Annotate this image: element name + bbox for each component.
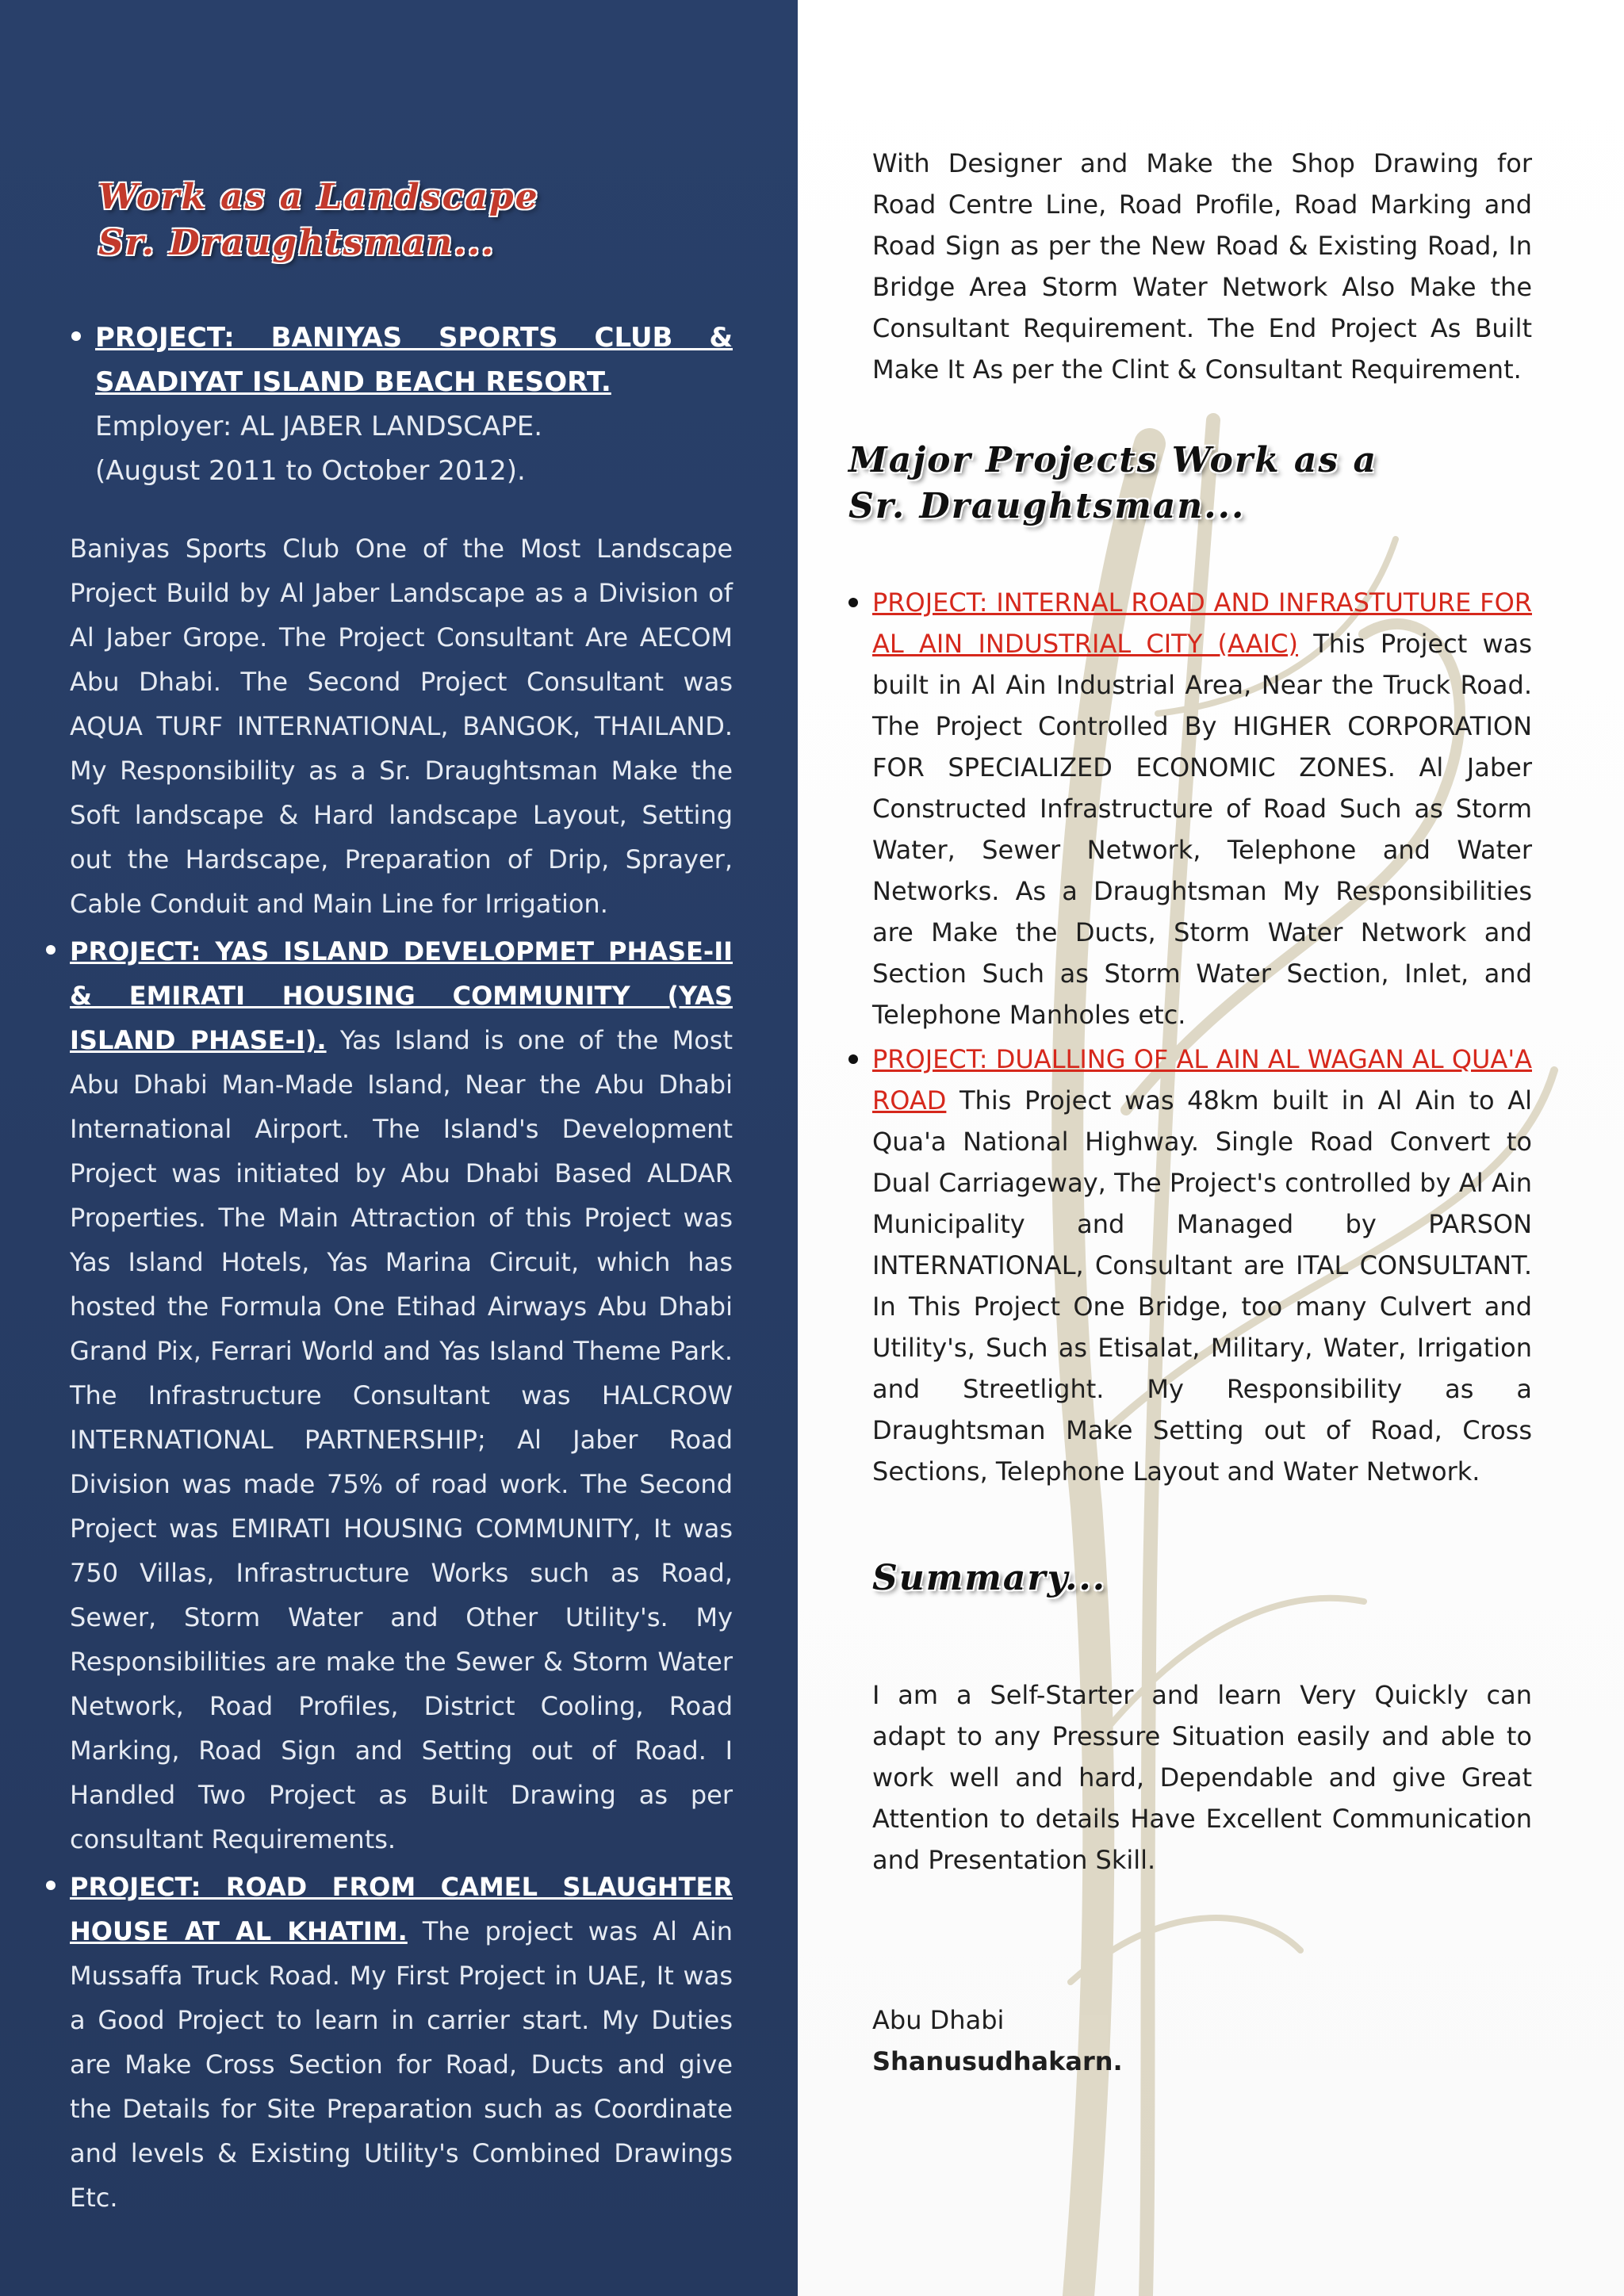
summary-heading: Summary... [872,1558,1107,1598]
landscape-heading-line1: Work as a Landscape [98,177,539,217]
road-intro-paragraph: With Designer and Make the Shop Drawing for Road Centre Line, Road Profile, Road Marking and Road Sign as per the New Road & Existing Road, In Bridge Area Storm Water Network Also Make the Consultant Requirement. The End Project As Built Make It As per the Clint & Consultant Requirement. [872,148,1532,385]
summary-paragraph: I am a Self-Starter and learn Very Quickly can adapt to any Pressure Situation easily and able to work well and hard, Dependable and give Great Attention to details Have Excellent Communication and Presentation Skill. [872,1680,1532,1875]
project-camel-road-title: PROJECT: ROAD FROM CAMEL SLAUGHTER HOUSE AT AL KHATIM. [70,1872,733,1946]
project-camel-road-description: The project was Al Ain Mussaffa Truck Road. My First Project in UAE, It was a Good Project to learn in carrier start. My Duties are Make Cross Section for Road, Ducts and give the Details for Site Preparation such as Coordinate and levels & Existing Utility's Combined Drawings Etc. [70,1916,733,2213]
project-baniyas-period: (August 2011 to October 2012). [95,455,526,487]
signature-name: Shanusudhakarn. [872,2046,1123,2076]
project-baniyas-title: PROJECT: BANIYAS SPORTS CLUB & SAADIYAT ISLAND BEACH RESORT. [95,322,733,398]
major-projects-heading [848,438,1532,530]
project-yas-island-description: Yas Island is one of the Most Abu Dhabi Man-Made Island, Near the Abu Dhabi International Airport. The Island's Development Project was initiated by Abu Dhabi Based ALDAR Properties. The Main Attraction of this Project was Yas Island Hotels, Yas Marina Circuit, which has hosted the Formula One Etihad Airways Abu Dhabi Grand Pix, Ferrari World and Yas Island Theme Park. The Infrastructure Consultant was HALCROW INTERNATIONAL PARTNERSHIP; Al Jaber Road Division was made 75% of road work. The Second Project was EMIRATI HOUSING COMMUNITY, It was 750 Villas, Infrastructure Works such as Road, Sewer, Storm Water and Other Utility's. My Responsibilities are make the Sewer & Storm Water Network, Road Profiles, District Cooling, Road Marking, Road Sign and Setting out of Road. I Handled Two Project as Built Drawing as per consultant Requirements. [70,1025,733,1854]
major-projects-heading-line1: Major Projects Work as a [848,440,1377,480]
bullet-icon [71,331,81,341]
project-aaic-description: This Project was built in Al Ain Industrial Area, Near the Truck Road. The Project Controlled By HIGHER CORPORATION FOR SPECIALIZED ECONOMIC ZONES. Al Jaber Constructed Infrastructure of Road Such as Storm Water, Sewer Network, Telephone and Water Networks. As a Draughtsman My Responsibilities are Make the Ducts, Storm Water Network and Section Such as Storm Water Section, Inlet, and Telephone Manholes etc. [872,629,1533,1030]
landscape-heading [98,174,733,266]
right-column [848,143,1533,2082]
project-baniyas-description: Baniyas Sports Club One of the Most Landscape Project Build by Al Jaber Landscape as a Division of Al Jaber Grope. The Project Consultant Are AECOM Abu Dhabi. The Second Project Consultant was AQUA TURF INTERNATIONAL, BANGOK, THAILAND. My Responsibility as a Sr. Draughtsman Make the Soft landscape & Hard landscape Layout, Setting out the Hardscape, Preparation of Drip, Sprayer, Cable Conduit and Main Line for Irrigation. [70,534,733,919]
project-aaic [872,582,1532,1035]
project-yas-island [70,929,733,1862]
project-aaic-title: PROJECT: INTERNAL ROAD AND INFRASTUTURE FOR AL AIN INDUSTRIAL CITY (AAIC) [872,587,1532,659]
project-dualling [872,1039,1532,1492]
project-baniyas-employer: Employer: AL JABER LANDSCAPE. [95,411,543,442]
project-yas-island-title: PROJECT: YAS ISLAND DEVELOPMET PHASE-II & EMIRATI HOUSING COMMUNITY (YAS ISLAND PHASE-I). [70,936,733,1055]
bullet-icon [848,1054,858,1064]
project-dualling-title: PROJECT: DUALLING OF AL AIN AL WAGAN AL QUA'A ROAD [872,1044,1532,1115]
signature-city: Abu Dhabi [872,2005,1005,2035]
landscape-heading-line2: Sr. Draughtsman... [98,223,496,263]
project-dualling-description: This Project was 48km built in Al Ain to Al Qua'a National Highway. Single Road Convert to Dual Carriageway, The Project's controlled by Al Ain Municipality and Managed by PARSON INTERNATIONAL, Consultant are ITAL CONSULTANT. In This Project One Bridge, too many Culvert and Utility's, Such as Etisalat, Military, Water, Irrigation and Streetlight. My Responsibility as a Draughtsman Make Setting out of Road, Cross Sections, Telephone Layout and Water Network. [872,1085,1532,1487]
project-camel-road [70,1865,733,2220]
bullet-icon [46,1881,56,1890]
left-column [70,174,733,2220]
major-projects-heading-line2: Sr. Draughtsman... [848,486,1246,526]
bullet-icon [46,945,56,955]
project-baniyas [95,316,733,493]
bullet-icon [848,598,858,607]
